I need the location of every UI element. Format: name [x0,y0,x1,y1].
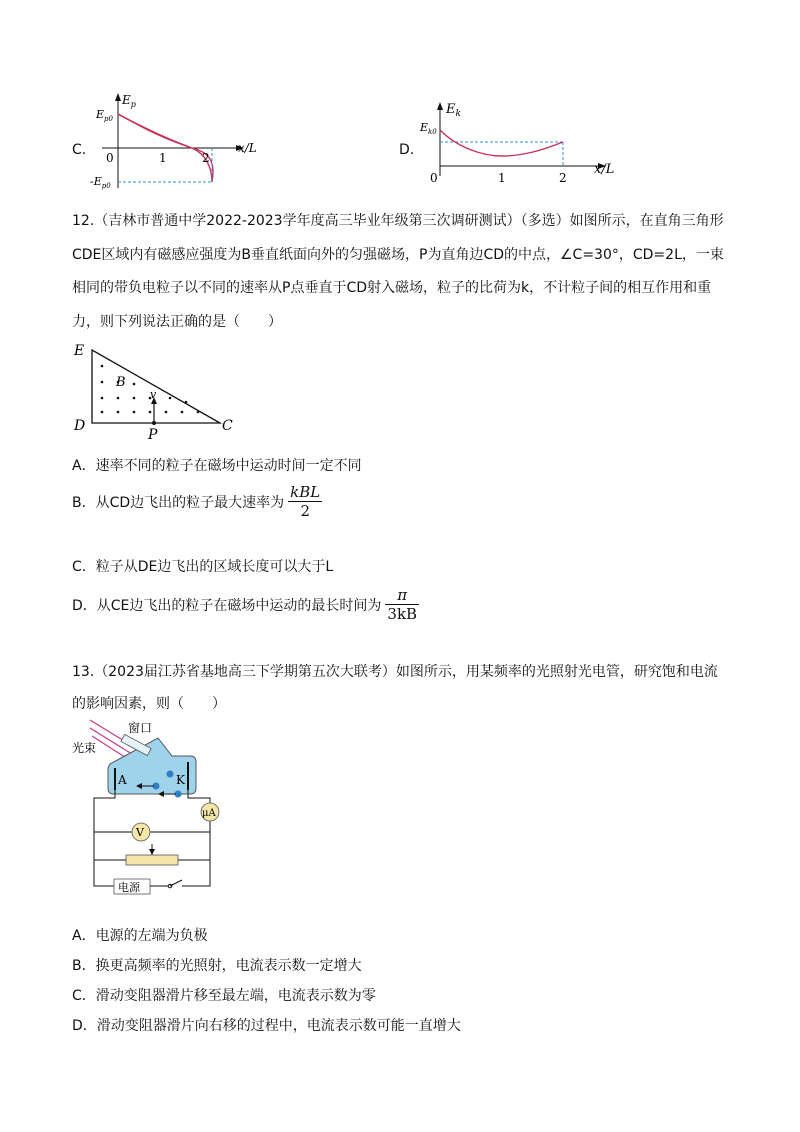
q12-option-d-denominator: 3kB [387,605,418,623]
q11-c-xaxis-label: x/L [238,141,257,155]
q11-c-tick-2: 2 [202,151,210,165]
q11-c-tick-1: 1 [159,151,167,165]
q12-option-a: A．速率不同的粒子在磁场中运动时间一定不同 [72,458,362,474]
q12-stem-line-3: 相同的带负电粒子以不同的速率从P点垂直于CD射入磁场，粒子的比荷为k，不计粒子间的相互作用和重 [72,280,712,296]
q12-option-b-fraction [288,483,322,520]
q12-label-C: C [222,418,233,434]
q13-option-b: B．换更高频率的光照射，电流表示数一定增大 [72,958,362,974]
q12-option-b-denominator: 2 [300,502,310,520]
q11-c-yaxis-label: $E_p$ [122,93,136,109]
q13-label-window: 窗口 [128,721,153,735]
q12-magnetic-field-triangle-figure [70,340,245,440]
q13-label-beam: 光束 [72,741,97,755]
q11-option-d-graph [418,98,618,188]
q12-stem-line-4: 力，则下列说法正确的是（ ） [72,314,282,330]
kinetic-energy-curve [440,130,563,156]
q11-c-tick-0: 0 [106,151,114,165]
q12-label-P: P [148,427,158,440]
q11-d-yaxis-label: $E_k$ [446,102,461,119]
q13-label-K: K [176,773,185,787]
q13-stem-line-1: 13.（2023届江苏省基地高三下学期第五次大联考）如图所示，用某频率的光照射光电管，研究饱和电流 [72,664,718,680]
q12-label-v: v [150,388,157,401]
q11-c-ybottom-label: $-E_{p0}$ [90,175,111,190]
q12-option-d [72,586,419,623]
q11-option-c-label: C. [72,142,87,158]
q13-option-a: A．电源的左端为负极 [72,928,208,944]
q11-d-tick-1: 1 [498,171,506,185]
q13-label-microammeter: μA [202,808,216,819]
q11-d-tick-2: 2 [559,171,567,185]
q12-label-B: B [116,375,126,390]
q12-option-b-text: B．从CD边飞出的粒子最大速率为 [72,494,285,511]
q11-d-ymark-label: $E_{k0}$ [420,121,437,136]
q11-option-d-label: D. [399,142,415,158]
electron [167,771,174,778]
q12-option-d-numerator: π [385,586,419,605]
q12-option-b [72,483,322,520]
q12-label-D: D [74,418,86,434]
q12-stem-line-2: CDE区域内有磁感应强度为B垂直纸面向外的匀强磁场，P为直角边CD的中点，∠C=30°，CD=2L，一束 [72,247,724,263]
q12-option-d-fraction [385,586,419,623]
q11-d-xaxis-label: x/L [594,162,615,177]
q13-label-power: 电源 [118,881,140,894]
q13-label-A: A [118,773,127,787]
q12-option-b-numerator: kBL [290,483,321,501]
q12-option-d-text: D．从CE边飞出的粒子在磁场中运动的最长时间为 [72,597,382,614]
q13-stem-line-2: 的影响因素，则（ ） [72,696,226,712]
q13-phototube-circuit-figure [70,716,245,906]
q11-option-c-graph [88,90,268,195]
q11-c-ytop-label: $E_{p0}$ [96,108,113,123]
q12-label-E: E [74,343,85,359]
q13-label-voltmeter: V [136,826,144,839]
rheostat [126,855,178,865]
q13-option-d: D．滑动变阻器滑片向右移的过程中，电流表示数可能一直增大 [72,1018,461,1034]
q12-stem-line-1: 12.（吉林市普通中学2022-2023学年度高三毕业年级第三次调研测试）（多选）如图所示，在直角三角形 [72,213,724,229]
q13-option-c: C．滑动变阻器滑片移至最左端，电流表示数为零 [72,988,376,1004]
q11-d-tick-0: 0 [430,171,438,185]
q12-option-c: C．粒子从DE边飞出的区域长度可以大于L [72,559,334,575]
